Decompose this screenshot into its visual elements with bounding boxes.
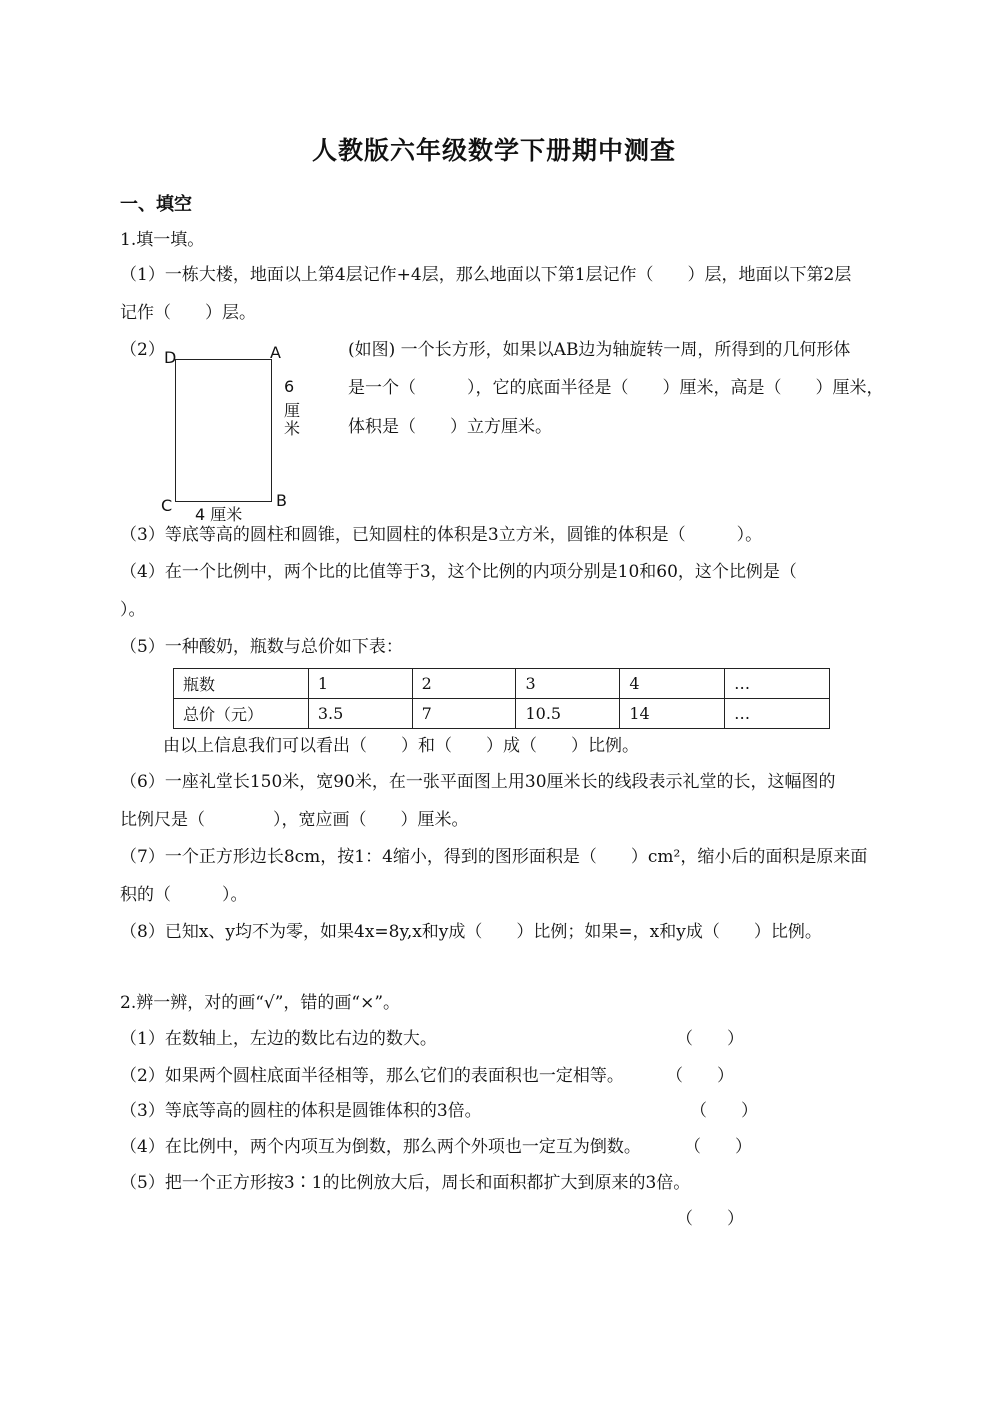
q1-p3: （3）等底等高的圆柱和圆锥，已知圆柱的体积是3立方米，圆锥的体积是（ ）。 — [120, 525, 763, 545]
q2-item-4: （4）在比例中，两个内项互为倒数，那么两个外项也一定互为倒数。 — [120, 1137, 641, 1157]
q1-p2-line3: 体积是（ ）立方厘米。 — [348, 417, 552, 437]
side-length-number: 6 — [284, 377, 295, 396]
q2-answer-paren-3: （ ） — [690, 1101, 758, 1121]
table-cell: 3.5 — [308, 699, 412, 729]
q1-p2-number: （2） — [120, 340, 165, 360]
q1-p7-line1: （7）一个正方形边长8cm，按1：4缩小，得到的图形面积是（ ）cm²，缩小后的面积是原来面 — [120, 847, 868, 867]
vertex-label-d: D — [164, 348, 177, 367]
table-cell: 14 — [620, 699, 725, 729]
side-length-unit-char2: 米 — [284, 419, 301, 438]
table-cell: 瓶数 — [174, 669, 309, 699]
table-cell: 1 — [308, 669, 412, 699]
q1-p6-line2: 比例尺是（ ），宽应画（ ）厘米。 — [120, 810, 469, 830]
q2-heading: 2.辨一辨，对的画“√”，错的画“×”。 — [120, 993, 401, 1013]
page-title: 人教版六年级数学下册期中测查 — [312, 136, 677, 165]
q1-p1-line2: 记作（ ）层。 — [120, 303, 256, 323]
bottom-length-label: 4 厘米 — [195, 505, 243, 524]
vertex-label-a: A — [270, 343, 281, 362]
table-cell: 7 — [412, 699, 516, 729]
q2-answer-paren-2: （ ） — [666, 1066, 734, 1086]
yogurt-price-table — [173, 668, 830, 729]
table-cell: … — [725, 699, 830, 729]
q1-p2-line2: 是一个（ ），它的底面半径是（ ）厘米，高是（ ）厘米， — [348, 378, 884, 398]
q1-p8: （8）已知x、y均不为零，如果4x=8y,x和y成（ ）比例；如果=，x和y成（ ）比例。 — [120, 922, 822, 942]
q2-item-1: （1）在数轴上，左边的数比右边的数大。 — [120, 1029, 437, 1049]
table-row — [174, 699, 830, 729]
rectangle-shape — [175, 359, 272, 502]
q1-p1-line1: （1）一栋大楼，地面以上第4层记作+4层，那么地面以下第1层记作（ ）层，地面以下第2层 — [120, 265, 852, 285]
section-heading-fill-in: 一、填空 — [120, 194, 192, 215]
q2-answer-paren-4: （ ） — [684, 1137, 752, 1157]
q1-heading: 1.填一填。 — [120, 230, 205, 250]
table-cell: 10.5 — [516, 699, 620, 729]
q1-p7-line2: 积的（ ）。 — [120, 885, 248, 905]
table-cell: 2 — [412, 669, 516, 699]
q2-item-2: （2）如果两个圆柱底面半径相等，那么它们的表面积也一定相等。 — [120, 1066, 624, 1086]
q1-p5-conclusion: 由以上信息我们可以看出（ ）和（ ）成（ ）比例。 — [163, 736, 639, 756]
vertex-label-b: B — [276, 491, 287, 510]
q1-p6-line1: （6）一座礼堂长150米，宽90米，在一张平面图上用30厘米长的线段表示礼堂的长，这幅图的 — [120, 772, 836, 792]
table-cell: 3 — [516, 669, 620, 699]
q1-p5: （5）一种酸奶，瓶数与总价如下表： — [120, 637, 403, 657]
q1-p4-line1: （4）在一个比例中，两个比的比值等于3，这个比例的内项分别是10和60，这个比例是（ — [120, 562, 797, 582]
table-cell: 总价（元） — [174, 699, 309, 729]
q2-answer-paren-1: （ ） — [676, 1029, 744, 1049]
vertex-label-c: C — [161, 496, 173, 515]
q1-p4-line2: ）。 — [120, 600, 146, 620]
table-row — [174, 669, 830, 699]
q2-item-5: （5）把一个正方形按3∶1的比例放大后，周长和面积都扩大到原来的3倍。 — [120, 1173, 691, 1193]
q2-answer-paren-5: （ ） — [676, 1209, 744, 1229]
table-cell: 4 — [620, 669, 725, 699]
q1-p2-line1: (如图) 一个长方形，如果以AB边为轴旋转一周，所得到的几何形体 — [348, 340, 851, 360]
side-length-unit-char1: 厘 — [284, 401, 301, 420]
q2-item-3: （3）等底等高的圆柱的体积是圆锥体积的3倍。 — [120, 1101, 482, 1121]
table-cell: … — [725, 669, 830, 699]
